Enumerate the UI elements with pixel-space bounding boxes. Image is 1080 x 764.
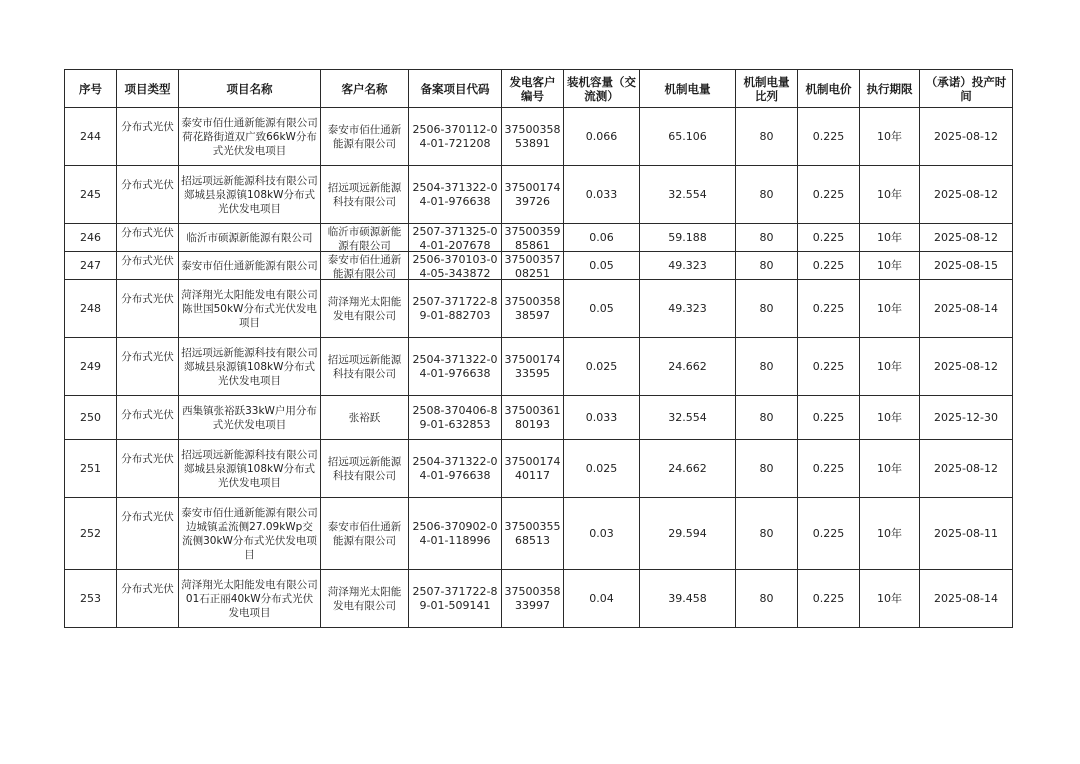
row-seq: 252	[65, 498, 117, 570]
row-customer: 泰安市佰仕通新能源有限公司	[321, 108, 409, 166]
row-term: 10年	[860, 224, 920, 252]
row-filing-code: 2507-371722-89-01-882703	[409, 280, 502, 338]
row-mech-energy: 49.323	[640, 280, 736, 338]
row-capacity: 0.03	[564, 498, 640, 570]
row-capacity: 0.025	[564, 440, 640, 498]
row-type: 分布式光伏	[117, 338, 179, 396]
row-mech-ratio: 80	[736, 252, 798, 280]
table-row	[65, 108, 1013, 166]
header-term: 执行期限	[860, 70, 920, 108]
row-term: 10年	[860, 498, 920, 570]
row-seq: 246	[65, 224, 117, 252]
row-project-name: 临沂市硕源新能源有限公司	[179, 224, 321, 252]
row-customer-no: 3750035833997	[502, 570, 564, 628]
table-row	[65, 338, 1013, 396]
row-term: 10年	[860, 280, 920, 338]
row-capacity: 0.06	[564, 224, 640, 252]
row-commission-date: 2025-08-14	[920, 280, 1013, 338]
row-project-name: 菏泽翔光太阳能发电有限公司陈世国50kW分布式光伏发电项目	[179, 280, 321, 338]
row-project-name: 泰安市佰仕通新能源有限公司边城镇孟流侧27.09kWp交流侧30kW分布式光伏发电项目	[179, 498, 321, 570]
row-term: 10年	[860, 166, 920, 224]
row-type: 分布式光伏	[117, 570, 179, 628]
row-type: 分布式光伏	[117, 166, 179, 224]
row-mech-ratio: 80	[736, 224, 798, 252]
row-type: 分布式光伏	[117, 224, 179, 252]
row-mech-price: 0.225	[798, 338, 860, 396]
row-commission-date: 2025-08-15	[920, 252, 1013, 280]
header-commission-date: （承诺）投产时间	[920, 70, 1013, 108]
row-filing-code: 2504-371322-04-01-976638	[409, 166, 502, 224]
row-customer-no: 3750035568513	[502, 498, 564, 570]
row-mech-energy: 24.662	[640, 440, 736, 498]
row-commission-date: 2025-08-12	[920, 338, 1013, 396]
row-project-name: 招远项远新能源科技有限公司郯城县泉源镇108kW分布式光伏发电项目	[179, 338, 321, 396]
row-term: 10年	[860, 570, 920, 628]
row-seq: 248	[65, 280, 117, 338]
row-customer-no: 3750017439726	[502, 166, 564, 224]
row-commission-date: 2025-08-12	[920, 224, 1013, 252]
row-project-name: 菏泽翔光太阳能发电有限公司01石正丽40kW分布式光伏发电项目	[179, 570, 321, 628]
row-commission-date: 2025-08-12	[920, 440, 1013, 498]
row-filing-code: 2506-370902-04-01-118996	[409, 498, 502, 570]
row-project-name: 招远项远新能源科技有限公司郯城县泉源镇108kW分布式光伏发电项目	[179, 440, 321, 498]
row-mech-energy: 65.106	[640, 108, 736, 166]
row-mech-price: 0.225	[798, 280, 860, 338]
row-mech-price: 0.225	[798, 498, 860, 570]
row-mech-energy: 32.554	[640, 396, 736, 440]
row-filing-code: 2507-371722-89-01-509141	[409, 570, 502, 628]
row-mech-energy: 39.458	[640, 570, 736, 628]
header-project-name: 项目名称	[179, 70, 321, 108]
row-customer: 泰安市佰仕通新能源有限公司	[321, 252, 409, 280]
header-mech-energy: 机制电量	[640, 70, 736, 108]
row-customer: 临沂市硕源新能源有限公司	[321, 224, 409, 252]
row-project-name: 招远项远新能源科技有限公司郯城县泉源镇108kW分布式光伏发电项目	[179, 166, 321, 224]
row-mech-ratio: 80	[736, 338, 798, 396]
row-type: 分布式光伏	[117, 498, 179, 570]
table-row	[65, 498, 1013, 570]
table-row	[65, 224, 1013, 252]
row-mech-ratio: 80	[736, 498, 798, 570]
table-row	[65, 570, 1013, 628]
row-mech-energy: 29.594	[640, 498, 736, 570]
row-customer-no: 3750035985861	[502, 224, 564, 252]
row-commission-date: 2025-08-14	[920, 570, 1013, 628]
row-customer: 张裕跃	[321, 396, 409, 440]
row-type: 分布式光伏	[117, 108, 179, 166]
row-mech-energy: 32.554	[640, 166, 736, 224]
row-type: 分布式光伏	[117, 396, 179, 440]
row-customer-no: 3750035853891	[502, 108, 564, 166]
row-filing-code: 2504-371322-04-01-976638	[409, 338, 502, 396]
header-filing-code: 备案项目代码	[409, 70, 502, 108]
row-seq: 251	[65, 440, 117, 498]
row-filing-code: 2506-370112-04-01-721208	[409, 108, 502, 166]
row-seq: 247	[65, 252, 117, 280]
row-commission-date: 2025-08-12	[920, 166, 1013, 224]
header-capacity: 装机容量（交流测）	[564, 70, 640, 108]
row-mech-energy: 59.188	[640, 224, 736, 252]
row-customer: 菏泽翔光太阳能发电有限公司	[321, 570, 409, 628]
row-seq: 250	[65, 396, 117, 440]
row-term: 10年	[860, 108, 920, 166]
row-mech-ratio: 80	[736, 396, 798, 440]
row-filing-code: 2508-370406-89-01-632853	[409, 396, 502, 440]
row-mech-price: 0.225	[798, 396, 860, 440]
row-seq: 244	[65, 108, 117, 166]
row-mech-price: 0.225	[798, 252, 860, 280]
table-row	[65, 440, 1013, 498]
header-type: 项目类型	[117, 70, 179, 108]
row-mech-price: 0.225	[798, 570, 860, 628]
row-mech-ratio: 80	[736, 108, 798, 166]
row-term: 10年	[860, 252, 920, 280]
row-filing-code: 2507-371325-04-01-207678	[409, 224, 502, 252]
row-project-name: 西集镇张裕跃33kW户用分布式光伏发电项目	[179, 396, 321, 440]
table-row	[65, 396, 1013, 440]
row-mech-ratio: 80	[736, 570, 798, 628]
row-mech-ratio: 80	[736, 280, 798, 338]
row-mech-energy: 24.662	[640, 338, 736, 396]
header-mech-ratio: 机制电量比列	[736, 70, 798, 108]
row-capacity: 0.066	[564, 108, 640, 166]
row-customer-no: 3750017440117	[502, 440, 564, 498]
row-mech-price: 0.225	[798, 108, 860, 166]
row-commission-date: 2025-08-11	[920, 498, 1013, 570]
row-customer: 招远项远新能源科技有限公司	[321, 440, 409, 498]
row-capacity: 0.033	[564, 396, 640, 440]
row-customer: 招远项远新能源科技有限公司	[321, 166, 409, 224]
row-type: 分布式光伏	[117, 252, 179, 280]
row-project-name: 泰安市佰仕通新能源有限公司荷花路街道双广致66kW分布式光伏发电项目	[179, 108, 321, 166]
row-mech-energy: 49.323	[640, 252, 736, 280]
row-seq: 253	[65, 570, 117, 628]
row-customer: 招远项远新能源科技有限公司	[321, 338, 409, 396]
row-type: 分布式光伏	[117, 280, 179, 338]
row-seq: 245	[65, 166, 117, 224]
row-commission-date: 2025-08-12	[920, 108, 1013, 166]
row-term: 10年	[860, 338, 920, 396]
row-capacity: 0.033	[564, 166, 640, 224]
row-customer-no: 3750035708251	[502, 252, 564, 280]
header-customer: 客户名称	[321, 70, 409, 108]
table-row	[65, 280, 1013, 338]
row-seq: 249	[65, 338, 117, 396]
row-mech-ratio: 80	[736, 440, 798, 498]
project-table	[64, 69, 1013, 628]
row-filing-code: 2506-370103-04-05-343872	[409, 252, 502, 280]
row-customer-no: 3750035838597	[502, 280, 564, 338]
row-commission-date: 2025-12-30	[920, 396, 1013, 440]
row-type: 分布式光伏	[117, 440, 179, 498]
row-customer: 菏泽翔光太阳能发电有限公司	[321, 280, 409, 338]
row-customer-no: 3750036180193	[502, 396, 564, 440]
row-mech-price: 0.225	[798, 440, 860, 498]
row-mech-ratio: 80	[736, 166, 798, 224]
row-mech-price: 0.225	[798, 224, 860, 252]
row-term: 10年	[860, 440, 920, 498]
row-capacity: 0.04	[564, 570, 640, 628]
row-term: 10年	[860, 396, 920, 440]
row-project-name: 泰安市佰仕通新能源有限公司	[179, 252, 321, 280]
header-row	[65, 70, 1013, 108]
row-customer: 泰安市佰仕通新能源有限公司	[321, 498, 409, 570]
table-row	[65, 252, 1013, 280]
table-row	[65, 166, 1013, 224]
header-customer-no: 发电客户编号	[502, 70, 564, 108]
row-capacity: 0.025	[564, 338, 640, 396]
row-filing-code: 2504-371322-04-01-976638	[409, 440, 502, 498]
row-capacity: 0.05	[564, 252, 640, 280]
header-seq: 序号	[65, 70, 117, 108]
header-mech-price: 机制电价	[798, 70, 860, 108]
row-capacity: 0.05	[564, 280, 640, 338]
row-customer-no: 3750017433595	[502, 338, 564, 396]
row-mech-price: 0.225	[798, 166, 860, 224]
